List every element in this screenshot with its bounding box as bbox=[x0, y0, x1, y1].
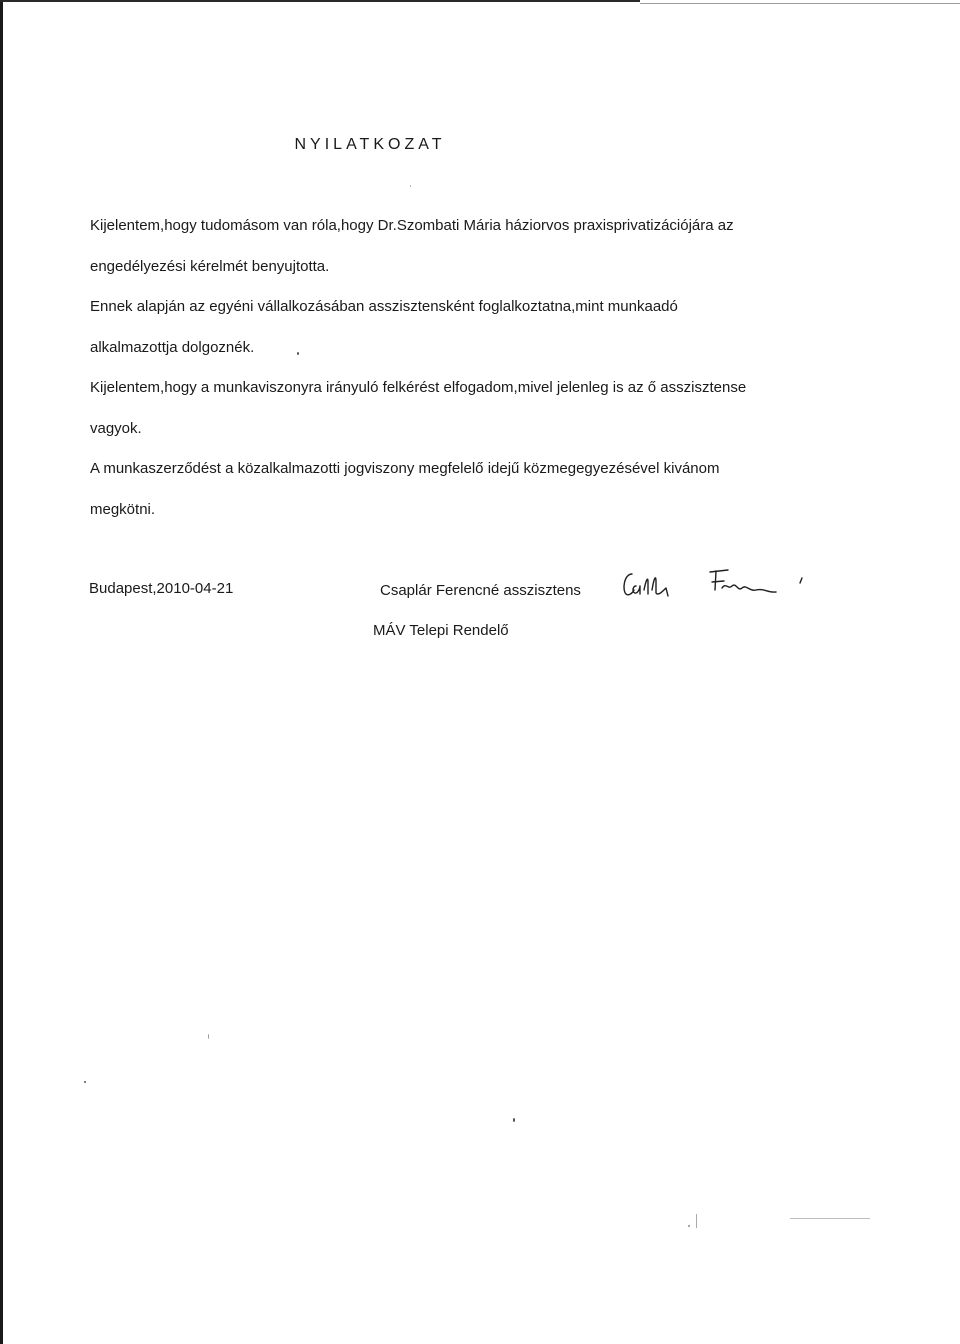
signer-name: Csaplár Ferencné asszisztens bbox=[380, 582, 581, 599]
document-title: NYILATKOZAT bbox=[294, 136, 446, 153]
body-line-1: Kijelentem,hogy tudomásom van róla,hogy Dr.Szombati Mária háziorvos praxisprivatizációjára az bbox=[90, 217, 734, 234]
scan-artifact-line bbox=[790, 1218, 870, 1219]
body-line-5: Kijelentem,hogy a munkaviszonyra irányuló felkérést elfogadom,mivel jelenleg is az ő asszisztense bbox=[90, 379, 747, 396]
body-line-2: engedélyezési kérelmét benyujtotta. bbox=[90, 258, 330, 275]
place-date: Budapest,2010-04-21 bbox=[89, 580, 234, 597]
scan-speck bbox=[297, 352, 299, 355]
scan-speck bbox=[513, 1118, 515, 1122]
body-line-8: megkötni. bbox=[90, 501, 156, 518]
body-line-6: vagyok. bbox=[90, 420, 142, 437]
scan-artifact-line bbox=[696, 1214, 697, 1228]
scan-edge-top-faint bbox=[640, 3, 960, 4]
body-line-4: alkalmazottja dolgoznék. bbox=[90, 339, 255, 356]
body-line-3: Ennek alapján az egyéni vállalkozásában asszisztensként foglalkoztatna,mint munkaadó bbox=[90, 298, 678, 315]
scan-speck bbox=[688, 1225, 690, 1227]
scan-speck bbox=[410, 185, 411, 187]
organization-name: MÁV Telepi Rendelő bbox=[373, 622, 509, 639]
scan-edge-left bbox=[0, 0, 3, 1344]
body-line-7: A munkaszerződést a közalkalmazotti jogviszony megfelelő idejű közmegegyezésével kivánom bbox=[90, 460, 720, 477]
handwritten-signature bbox=[618, 560, 818, 610]
scan-edge-top bbox=[0, 0, 640, 2]
scan-speck bbox=[208, 1034, 209, 1039]
scan-speck bbox=[84, 1081, 86, 1083]
